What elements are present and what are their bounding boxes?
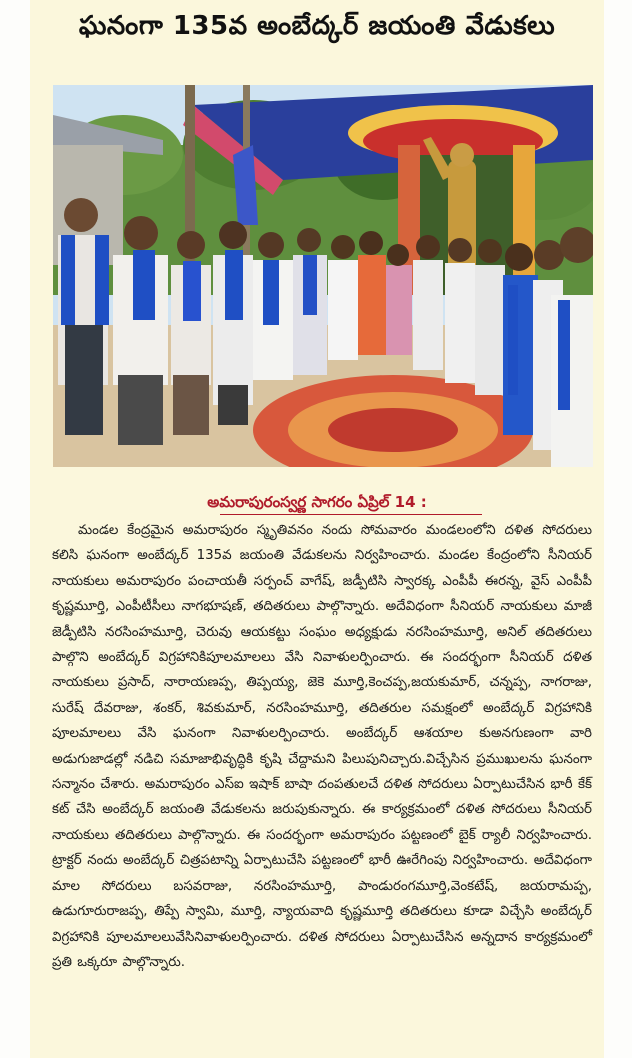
article-body: మండల కేంద్రమైన అమరాపురం స్మృతివనం నందు సోమవారం మండలంలోని దళిత సోదరులు కలిసి ఘనంగా అంబేద్కర్ 135వ జయంతి వేడుకలను నిర్వహించారు. మండల కేంద్రంలోని సీనియర్ నాయకులు అమరాపురం పంచాయతీ సర్పంచ్ వాగేష్, జడ్పీటిసి స్వారక్క ఎంపీపీ ఈరన్న, వైస్ ఎంపీపీ కృష్ణమూర్తి, ఎంపీటీసీలు నాగభూషణ్, తదితరులు పాల్గొన్నారు. అదేవిధంగా సీనియర్ నాయకులు మాజీ జెడ్పీటిసి నరసింహమూర్తి, చెరువు ఆయకట్టు సంఘం అధ్యక్షుడు నరసింహమూర్తి, అనిల్ తదితరులు పాల్గొని అంబేద్కర్ విగ్రహానికిపూలమాలలు వేసి నివాళులర్పించారు. ఈ సందర్భంగా సీనియర్ దళిత నాయకులు ప్రసాద్, నారాయణప్ప, తిప్పయ్య, జెకె మూర్తి,కెంచప్ప,జయకుమార్, చన్నప్ప, నాగరాజు, సురేష్ దేవరాజు, శంకర్, శివకుమార్, నరసింహమూర్తి, తదితరుల సమక్షంలో అంబేద్కర్ విగ్రహానికి పూలమాలలు వేసి ఘనంగా నివాళులర్పించారు. అంబేద్కర్ ఆశయాల కుఅనగుణంగా వారి అడుగుజాడల్లో నడిచి సమాజాభివృద్ధికి కృషి చేద్దామని పిలుపునిచ్చారు.విచ్చేసిన ప్రముఖులను ఘనంగా సన్మానం చేశారు. అమరాపురం ఎస్ఐ ఇషాక్ బాషా దంపతులచే దళిత సోదరులు ఏర్పాటుచేసిన భారీ కేక్ కట్ చేసి అంబేద్కర్ జయంతి వేడుకలను జరుపుకున్నారు. ఈ కార్యక్రమంలో దళిత సోదరులు సీనియర్ నాయకులు తదితరులు పాల్గొన్నారు. ఈ సందర్భంగా అమరాపురం పట్టణంలో బైక్ ర్యాలీ నిర్వహించారు. ట్రాక్టర్ నందు అంబేద్కర్ చిత్రపటాన్ని ఏర్పాటుచేసి పట్టణంలో భారీ ఊరేగింపు నిర్వహించారు. అదేవిధంగా మాల సోదరులు బసవరాజు, నరసింహమూర్తి, పాండురంగమూర్తి,వెంకటేష్, జయరామప్ప, ఉడుగూరురాజప్ప, తిప్పే స్వామి, మూర్తి, న్యాయవాది కృష్ణమూర్తి తదితరులు కూడా విచ్చేసి అంబేద్కర్ విగ్రహానికి పూలమాలలువేసినివాళులర్పించారు. దళిత సోదరులు ఏర్పాటుచేసిన అన్నదాన కార్యక్రమంలో ప్రతి ఒక్కరూ పాల్గొన్నారు.: [52, 523, 592, 970]
event-photo: [53, 85, 593, 467]
page-margin-left: [0, 0, 30, 1058]
dateline-text: అమరాపురంస్వర్ణ సాగరం ఏప్రిల్ 14 :: [207, 493, 427, 511]
headline: ఘనంగా 135వ అంబేద్కర్ జయంతి వేడుకలు: [78, 11, 556, 41]
dateline-underline: [220, 514, 482, 515]
page-margin-right: [604, 0, 632, 1058]
dateline: [30, 490, 604, 514]
